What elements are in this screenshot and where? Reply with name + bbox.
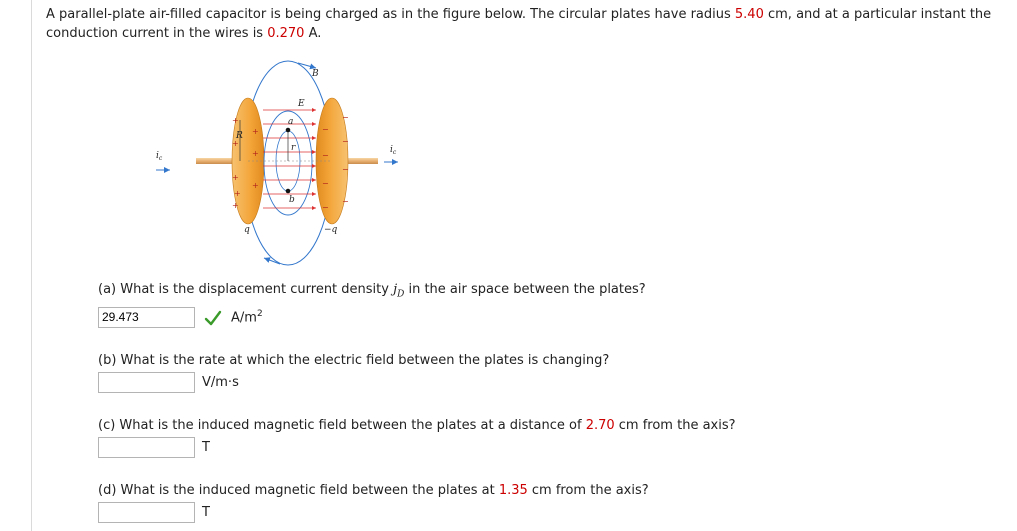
question-b: (b) What is the rate at which the electric field between the plates is changing? [98, 353, 610, 368]
svg-text:+: + [232, 116, 239, 125]
svg-text:−: − [342, 197, 349, 206]
capacitor-figure [148, 58, 428, 268]
problem-text: A. [304, 26, 322, 41]
question-text: (d) What is the induced magnetic field between the plates at [98, 483, 499, 498]
answer-c-unit: T [202, 440, 210, 455]
check-icon [204, 310, 222, 326]
answer-row-d [98, 502, 210, 523]
problem-text: A parallel-plate air-filled capacitor is being charged as in the figure below. The circular plates have radius [46, 7, 735, 22]
svg-text:−: − [322, 179, 329, 188]
answer-a-unit: $A/m^2$ [231, 309, 263, 326]
distance-c-value: 2.70 [585, 418, 615, 433]
svg-text:+: + [232, 201, 239, 210]
label-a: a [288, 117, 294, 127]
question-a [98, 282, 646, 300]
current-value: 0.270 [267, 26, 305, 41]
label-B: B [312, 69, 319, 79]
svg-text:+: + [252, 149, 259, 158]
question-text: (c) What is the induced magnetic field between the plates at a distance of [98, 418, 586, 433]
label-b: b [289, 195, 295, 205]
answer-d-unit: T [202, 505, 210, 520]
answer-b-input[interactable] [98, 372, 195, 393]
svg-text:−: − [342, 165, 349, 174]
question-d [98, 483, 649, 498]
question-text: in the air space between the plates? [404, 282, 646, 297]
problem-text: cm, and at a particular instant the conduction current in the wires is [46, 7, 992, 41]
question-text: cm from the axis? [614, 418, 736, 433]
svg-text:+: + [232, 139, 239, 148]
question-text: cm from the axis? [527, 483, 649, 498]
left-margin-divider [31, 0, 32, 531]
answer-c-input[interactable] [98, 437, 195, 458]
point-a [286, 128, 291, 133]
answer-row-b [98, 372, 239, 393]
distance-d-value: 1.35 [498, 483, 528, 498]
answer-a-input[interactable]: 29.473 [98, 307, 195, 328]
outer-loop-arrow [264, 258, 280, 264]
label-neg-q: −q [324, 225, 338, 235]
svg-text:+: + [232, 173, 239, 182]
svg-text:−: − [342, 113, 349, 122]
label-r: r [291, 143, 296, 153]
label-ic-left: $i_c$ [156, 151, 163, 162]
label-R: R [236, 131, 243, 141]
label-q: q [244, 225, 250, 235]
label-ic-right: $i_c$ [390, 145, 397, 156]
svg-text:−: − [322, 125, 329, 134]
svg-text:−: − [322, 203, 329, 212]
problem-statement [46, 5, 1006, 43]
answer-d-input[interactable] [98, 502, 195, 523]
question-c [98, 418, 736, 433]
answer-row-c [98, 437, 210, 458]
svg-text:+: + [234, 189, 241, 198]
answer-row-a [98, 307, 263, 328]
radius-value: 5.40 [734, 7, 764, 22]
question-text: (a) What is the displacement current density [98, 282, 394, 297]
svg-text:+: + [252, 181, 259, 190]
svg-text:−: − [342, 137, 349, 146]
right-wire [348, 158, 378, 164]
answer-b-unit: V/m·s [202, 375, 239, 390]
svg-text:+: + [252, 127, 259, 136]
svg-text:−: − [322, 151, 329, 160]
jd-symbol: $j_D$ [393, 282, 405, 300]
point-b [286, 189, 291, 194]
label-E: E [298, 99, 305, 109]
